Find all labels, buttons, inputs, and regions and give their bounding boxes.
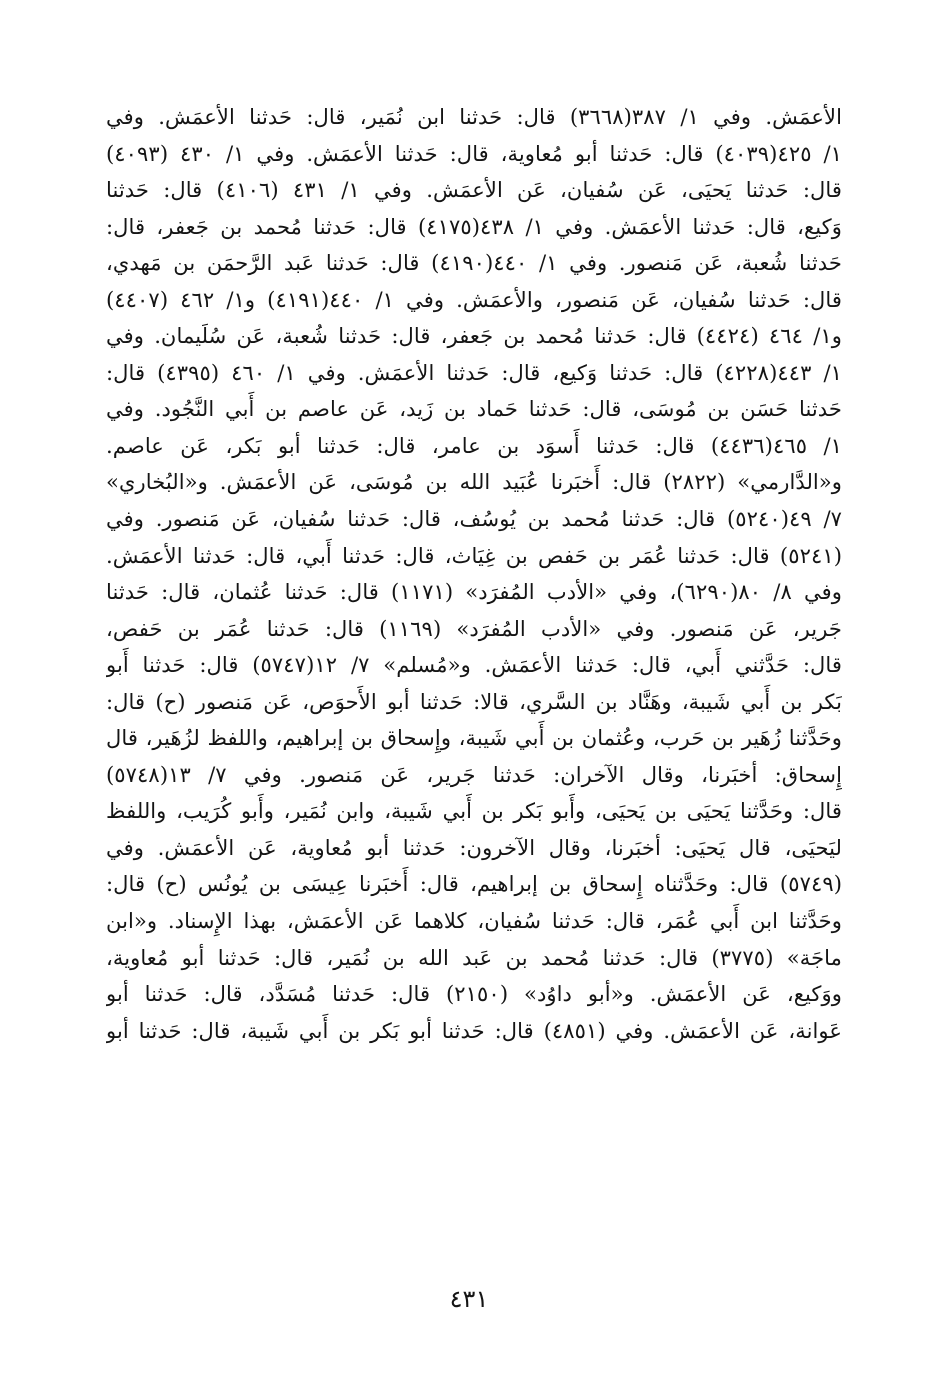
text-line: قال: حَدثنا سُفيان، عَن مَنصور، والأعمَش. وفي ١/ ٤٤٠(٤١٩١) و١/ ٤٦٢ (٤٤٠٧): [106, 286, 842, 312]
text-line: وحَدَّثنا ابن أَبي عُمَر، قال: حَدثنا سُفيان، كلاهما عَن الأعمَش، بهذا الإِسناد. و«ابن: [106, 908, 842, 934]
text-line: (٥٧٤٩) قال: وحَدَّثناه إِسحاق بن إبراهيم، قال: أَخبَرنا عِيسَى بن يُونُس (ح) قال:: [106, 871, 842, 897]
text-line: الأعمَش. وفي ١/ ٣٨٧(٣٦٦٨) قال: حَدثنا ابن نُمَير، قال: حَدثنا الأعمَش. وفي: [106, 104, 842, 129]
text-line: حَدثنا حَسَن بن مُوسَى، قال: حَدثنا حَماد بن زَيد، عَن عاصم بن أَبي النَّجُود. وفي: [106, 396, 842, 422]
text-line: إِسحاق: أخبَرنا، وقال الآخران: حَدثنا جَرير، عَن مَنصور. وفي ٧/ ١٣(٥٧٤٨): [106, 761, 842, 787]
text-line: ١/ ٤٦٥(٤٤٣٦) قال: حَدثنا أَسوَد بن عامر، قال: حَدثنا أبو بَكر، عَن عاصم.: [106, 432, 842, 458]
text-line: و«الدَّارمي» (٢٨٢٢) قال: أَخبَرنا عُبَيد الله بن مُوسَى، عَن الأعمَش. و«البُخاري»: [106, 469, 842, 495]
text-line: (٥٢٤١) قال: حَدثنا عُمَر بن حَفص بن غِيَاث، قال: حَدثنا أَبي، قال: حَدثنا الأعمَش.: [106, 542, 842, 568]
text-line: وحَدَّثنا زُهَير بن حَرب، وعُثمان بن أَبي شَيبة، وإِسحاق بن إبراهيم، واللفظ لزُهَير، قال: [106, 725, 842, 751]
text-line: وَكيع، قال: حَدثنا الأعمَش. وفي ١/ ٤٣٨(٤١٧٥) قال: حَدثنا مُحمد بن جَعفر، قال:: [106, 213, 842, 239]
text-line: ماجَة» (٣٧٧٥) قال: حَدثنا مُحمد بن عَبد الله بن نُمَير، قال: حَدثنا أبو مُعاوية،: [106, 944, 842, 970]
text-line: عَوانة، عَن الأعمَش. وفي (٤٨٥١) قال: حَدثنا أبو بَكر بن أَبي شَيبة، قال: حَدثنا أبو: [106, 1017, 842, 1043]
text-line: بَكر بن أَبي شَيبة، وهَنَّاد بن السَّري، قالا: حَدثنا أبو الأَحوَص، عَن مَنصور (ح) قال:: [106, 688, 842, 714]
text-line: ووَكيع، عَن الأعمَش. و«أبو داوُد» (٢١٥٠) قال: حَدثنا مُسَدَّد، قال: حَدثنا أبو: [106, 981, 842, 1007]
body-text: [106, 99, 842, 1049]
text-line: ٧/ ٤٩(٥٢٤٠) قال: حَدثنا مُحمد بن يُوسُف، قال: حَدثنا سُفيان، عَن مَنصور. وفي: [106, 506, 842, 532]
text-line: جَرير، عَن مَنصور. وفي «الأدب المُفرَد» (١١٦٩) قال: حَدثنا عُمَر بن حَفص،: [106, 615, 842, 641]
text-line: وفي ٨/ ٨٠(٦٢٩٠)، وفي «الأدب المُفرَد» (١١٧١) قال: حَدثنا عُثمان، قال: حَدثنا: [106, 579, 842, 605]
text-line: و١/ ٤٦٤ (٤٤٢٤) قال: حَدثنا مُحمد بن جَعفر، قال: حَدثنا شُعبة، عَن سُلَيمان. وفي: [106, 323, 842, 349]
page-number: ٤٣١: [449, 1285, 489, 1313]
text-line: قال: حَدثنا يَحيَى، عَن سُفيان، عَن الأعمَش. وفي ١/ ٤٣١ (٤١٠٦) قال: حَدثنا: [106, 177, 842, 203]
text-line: ليَحيَى، قال يَحيَى: أخبَرنا، وقال الآخرون: حَدثنا أبو مُعاوية، عَن الأعمَش. وفي: [106, 834, 842, 860]
text-line: قال: وحَدَّثنا يَحيَى بن يَحيَى، وأَبو بَكر بن أَبي شَيبة، وابن نُمَير، وأَبو كُرَيب، واللفظ: [106, 798, 842, 824]
text-line: حَدثنا شُعبة، عَن مَنصور. وفي ١/ ٤٤٠(٤١٩٠) قال: حَدثنا عَبد الرَّحمَن بن مَهدي،: [106, 250, 842, 276]
text-line: ١/ ٤٢٥(٤٠٣٩) قال: حَدثنا أبو مُعاوية، قال: حَدثنا الأعمَش. وفي ١/ ٤٣٠ (٤٠٩٣): [106, 140, 842, 166]
text-line: قال: حَدَّثني أَبي، قال: حَدثنا الأعمَش. و«مُسلم» ٧/ ١٢(٥٧٤٧) قال: حَدثنا أَبو: [106, 652, 842, 678]
text-line: ١/ ٤٤٣(٤٢٢٨) قال: حَدثنا وَكيع، قال: حَدثنا الأعمَش. وفي ١/ ٤٦٠ (٤٣٩٥) قال:: [106, 359, 842, 385]
